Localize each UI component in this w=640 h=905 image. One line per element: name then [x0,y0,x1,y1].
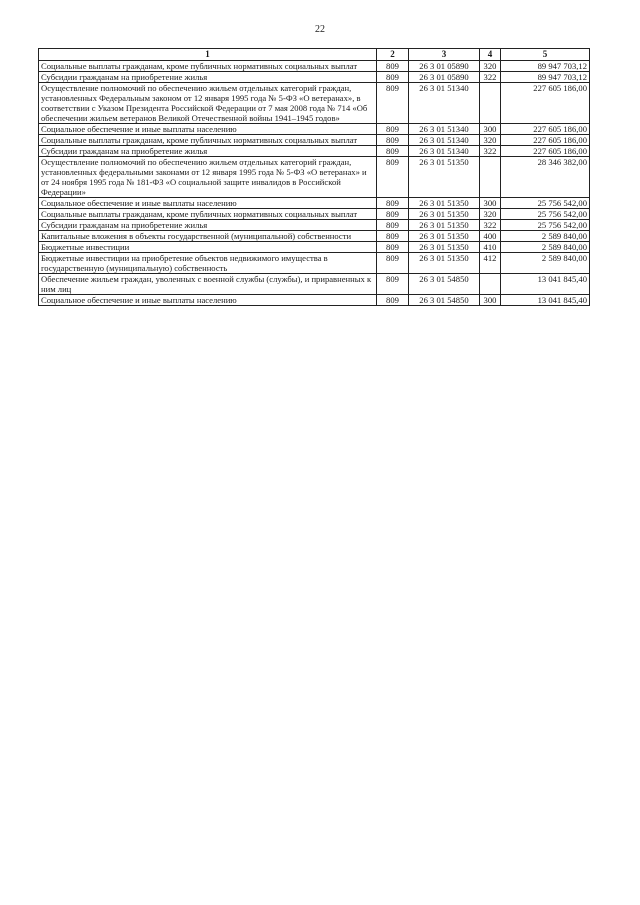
amount-cell: 227 605 186,00 [501,83,590,124]
ministry-code-cell: 809 [377,61,409,72]
ministry-code-cell: 809 [377,231,409,242]
expense-name-cell: Бюджетные инвестиции [39,242,377,253]
expense-type-cell: 320 [480,135,501,146]
table-row [39,242,590,253]
ministry-code-cell: 809 [377,253,409,274]
expense-name-cell: Социальное обеспечение и иные выплаты населению [39,198,377,209]
table-body [39,61,590,306]
table-row [39,72,590,83]
expense-type-cell: 320 [480,209,501,220]
ministry-code-cell: 809 [377,198,409,209]
amount-cell: 25 756 542,00 [501,220,590,231]
expense-name-cell: Социальные выплаты гражданам, кроме публичных нормативных социальных выплат [39,209,377,220]
target-article-cell: 26 3 01 51340 [409,124,480,135]
expense-type-cell [480,274,501,295]
ministry-code-cell: 809 [377,135,409,146]
amount-cell: 227 605 186,00 [501,146,590,157]
target-article-cell: 26 3 01 05890 [409,72,480,83]
table-row [39,253,590,274]
table-row [39,274,590,295]
expense-type-cell: 410 [480,242,501,253]
column-header-1: 1 [39,49,377,61]
amount-cell: 13 041 845,40 [501,274,590,295]
ministry-code-cell: 809 [377,83,409,124]
target-article-cell: 26 3 01 51350 [409,157,480,198]
ministry-code-cell: 809 [377,295,409,306]
expense-name-cell: Социальное обеспечение и иные выплаты населению [39,295,377,306]
expense-name-cell: Осуществление полномочий по обеспечению жильем отдельных категорий граждан, установленных Федеральным законом от 12 января 1995 года № 5-ФЗ «О ветеранах», в соответствии с Указом Президента Российской Федерации от 7 мая 2008 года № 714 «Об обеспечении жильем ветеранов Великой Отечественной войны 1941–1945 годов» [39,83,377,124]
amount-cell: 28 346 382,00 [501,157,590,198]
expense-name-cell: Социальные выплаты гражданам, кроме публичных нормативных социальных выплат [39,135,377,146]
target-article-cell: 26 3 01 51340 [409,83,480,124]
expense-name-cell: Субсидии гражданам на приобретение жилья [39,146,377,157]
target-article-cell: 26 3 01 54850 [409,274,480,295]
target-article-cell: 26 3 01 51350 [409,198,480,209]
table-row [39,124,590,135]
amount-cell: 25 756 542,00 [501,209,590,220]
target-article-cell: 26 3 01 05890 [409,61,480,72]
table-row [39,83,590,124]
target-article-cell: 26 3 01 51340 [409,135,480,146]
ministry-code-cell: 809 [377,124,409,135]
expense-type-cell: 400 [480,231,501,242]
column-header-5: 5 [501,49,590,61]
expense-type-cell: 300 [480,124,501,135]
table-row [39,220,590,231]
ministry-code-cell: 809 [377,209,409,220]
expense-type-cell: 300 [480,198,501,209]
table-row [39,198,590,209]
expense-name-cell: Социальные выплаты гражданам, кроме публичных нормативных социальных выплат [39,61,377,72]
expense-name-cell: Капитальные вложения в объекты государственной (муниципальной) собственности [39,231,377,242]
amount-cell: 89 947 703,12 [501,61,590,72]
column-header-3: 3 [409,49,480,61]
table-row [39,231,590,242]
amount-cell: 13 041 845,40 [501,295,590,306]
expense-type-cell: 322 [480,146,501,157]
expense-name-cell: Осуществление полномочий по обеспечению жильем отдельных категорий граждан, установленных федеральными законами от 12 января 1995 года № 5-ФЗ «О ветеранах» и от 24 ноября 1995 года № 181-ФЗ «О социальной защите инвалидов в Российской Федерации» [39,157,377,198]
amount-cell: 2 589 840,00 [501,242,590,253]
expense-name-cell: Бюджетные инвестиции на приобретение объектов недвижимого имущества в государственную (муниципальную) собственность [39,253,377,274]
ministry-code-cell: 809 [377,157,409,198]
table-row [39,135,590,146]
amount-cell: 2 589 840,00 [501,231,590,242]
target-article-cell: 26 3 01 51350 [409,253,480,274]
table-row [39,61,590,72]
table-row [39,295,590,306]
column-header-2: 2 [377,49,409,61]
ministry-code-cell: 809 [377,146,409,157]
amount-cell: 89 947 703,12 [501,72,590,83]
target-article-cell: 26 3 01 51340 [409,146,480,157]
table-row [39,146,590,157]
expense-type-cell [480,157,501,198]
ministry-code-cell: 809 [377,220,409,231]
expense-type-cell: 300 [480,295,501,306]
amount-cell: 227 605 186,00 [501,124,590,135]
page-number: 22 [315,24,325,35]
expense-name-cell: Обеспечение жильем граждан, уволенных с военной службы (службы), и приравненных к ним лиц [39,274,377,295]
expense-type-cell [480,83,501,124]
table-row [39,209,590,220]
ministry-code-cell: 809 [377,274,409,295]
budget-table [38,48,590,306]
table-header-row [39,49,590,61]
ministry-code-cell: 809 [377,72,409,83]
target-article-cell: 26 3 01 51350 [409,231,480,242]
expense-name-cell: Социальное обеспечение и иные выплаты населению [39,124,377,135]
expense-type-cell: 412 [480,253,501,274]
table-row [39,157,590,198]
column-header-4: 4 [480,49,501,61]
target-article-cell: 26 3 01 51350 [409,209,480,220]
amount-cell: 25 756 542,00 [501,198,590,209]
amount-cell: 2 589 840,00 [501,253,590,274]
target-article-cell: 26 3 01 54850 [409,295,480,306]
target-article-cell: 26 3 01 51350 [409,220,480,231]
target-article-cell: 26 3 01 51350 [409,242,480,253]
expense-type-cell: 320 [480,61,501,72]
expense-type-cell: 322 [480,220,501,231]
amount-cell: 227 605 186,00 [501,135,590,146]
expense-name-cell: Субсидии гражданам на приобретение жилья [39,72,377,83]
expense-name-cell: Субсидии гражданам на приобретение жилья [39,220,377,231]
expense-type-cell: 322 [480,72,501,83]
ministry-code-cell: 809 [377,242,409,253]
